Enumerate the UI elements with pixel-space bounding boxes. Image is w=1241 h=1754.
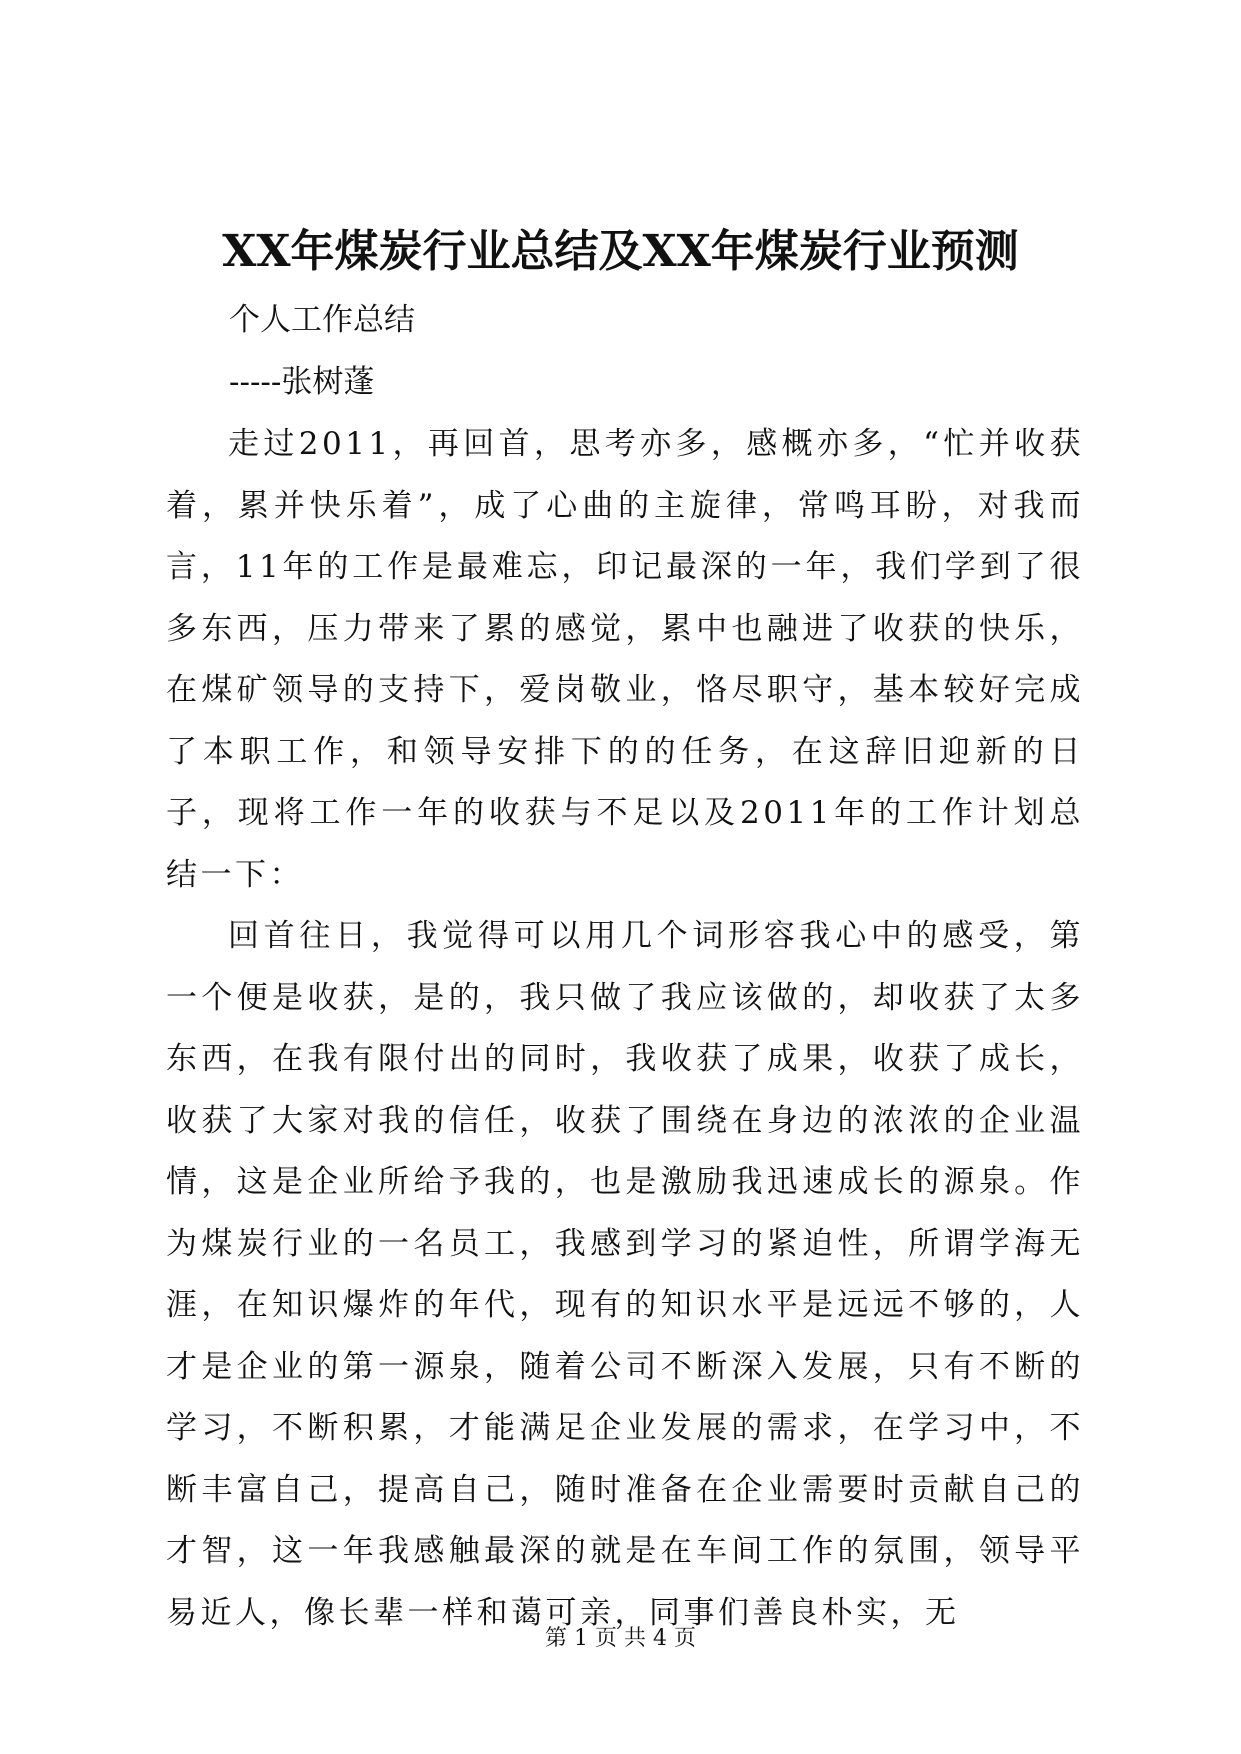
document-category: 个人工作总结 (229, 302, 415, 338)
document-author-line: -----张树蓬 (229, 364, 375, 400)
document-title: XX年煤炭行业总结及XX年煤炭行业预测 (222, 226, 1019, 277)
document-body (166, 414, 1084, 1644)
body-paragraph: 回首往日，我觉得可以用几个词形容我心中的感受，第一个便是收获，是的，我只做了我应该做的，却收获了太多东西，在我有限付出的同时，我收获了成果，收获了成长，收获了大家对我的信任，收获了围绕在身边的浓浓的企业温情，这是企业所给予我的，也是激励我迅速成长的源泉。作为煤炭行业的一名员工，我感到学习的紧迫性，所谓学海无涯，在知识爆炸的年代，现有的知识水平是远远不够的，人才是企业的第一源泉，随着公司不断深入发展，只有不断的学习，不断积累，才能满足企业发展的需求，在学习中，不断丰富自己，提高自己，随时准备在企业需要时贡献自己的才智，这一年我感触最深的就是在车间工作的氛围，领导平易近人，像长辈一样和蔼可亲，同事们善良朴实，无 (166, 918, 1084, 1631)
body-paragraph: 走过2011，再回首，思考亦多，感概亦多，“忙并收获着，累并快乐着”，成了心曲的主旋律，常鸣耳盼，对我而言，11年的工作是最难忘，印记最深的一年，我们学到了很多东西，压力带来了累的感觉，累中也融进了收获的快乐，在煤矿领导的支持下，爱岗敬业，恪尽职守，基本较好完成了本职工作，和领导安排下的的任务，在这辞旧迎新的日子，现将工作一年的收获与不足以及2011年的工作计划总结一下： (166, 426, 1084, 893)
page-footer: 第 1 页 共 4 页 (545, 1626, 696, 1651)
